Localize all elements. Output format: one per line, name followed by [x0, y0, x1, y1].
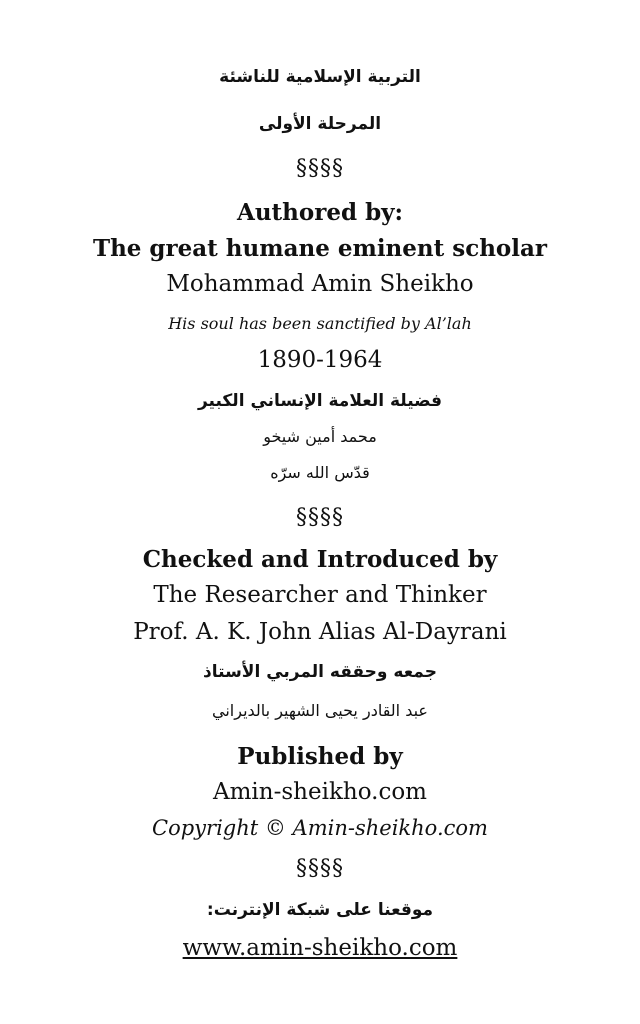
section-separator: §§§§ — [296, 856, 344, 881]
author-name-arabic: محمد أمين شيخو — [263, 427, 377, 446]
section-separator: §§§§ — [296, 156, 344, 181]
publisher-name: Amin-sheikho.com — [213, 779, 427, 805]
book-stage-arabic: المرحلة الأولى — [258, 114, 382, 134]
author-years: 1890-1964 — [257, 347, 383, 373]
author-blessing-arabic: قدّس الله سرّه — [270, 463, 370, 482]
published-by-heading: Published by — [237, 743, 403, 770]
copyright-notice: Copyright © Amin-sheikho.com — [152, 816, 488, 840]
checker-title: The Researcher and Thinker — [153, 582, 487, 608]
author-title: The great humane eminent scholar — [92, 235, 548, 262]
checked-by-heading: Checked and Introduced by — [142, 546, 498, 573]
section-separator: §§§§ — [296, 505, 344, 530]
author-name: Mohammad Amin Sheikho — [166, 271, 474, 297]
checker-title-arabic: جمعه وحققه المربي الأستاذ — [203, 662, 437, 682]
website-label-arabic: موقعنا على شبكة الإنترنت: — [206, 900, 434, 920]
checker-name-arabic: عبد القادر يحيى الشهير بالديراني — [212, 701, 428, 720]
website-link[interactable]: www.amin-sheikho.com — [182, 935, 458, 961]
book-title-arabic: التربية الإسلامية للناشئة — [219, 67, 421, 87]
checker-name: Prof. A. K. John Alias Al-Dayrani — [133, 619, 507, 645]
author-title-arabic: فضيلة العلامة الإنساني الكبير — [197, 391, 443, 411]
author-blessing: His soul has been sanctified by Al’lah — [168, 314, 472, 333]
authored-by-heading: Authored by: — [236, 199, 404, 226]
